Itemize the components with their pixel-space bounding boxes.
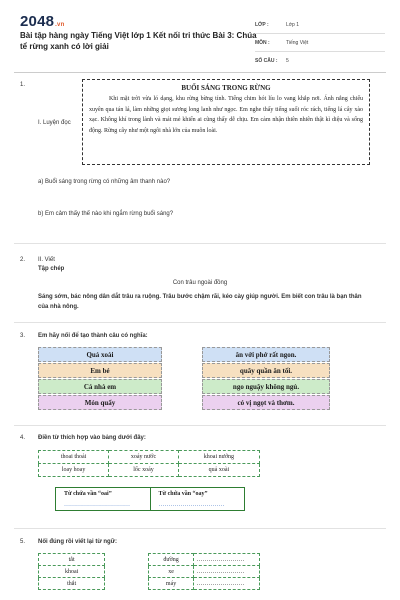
divider	[14, 425, 386, 426]
table-row	[56, 488, 245, 501]
question-prompt: Điền từ thích hợp vào bảng dưới đây:	[38, 435, 146, 441]
table-row	[39, 554, 260, 566]
question-prompt: Em hãy nối để tạo thành câu có nghĩa:	[38, 333, 148, 339]
header-divider	[14, 72, 386, 73]
meta-panel	[255, 16, 385, 69]
answer-oay[interactable]: ……………………………	[158, 502, 225, 508]
passage-title: BUỔI SÁNG TRONG RỪNG	[181, 84, 271, 92]
answer-blank[interactable]: ……………………	[193, 566, 259, 578]
answer-table	[55, 487, 245, 511]
copy-text: Sáng sớm, bác nông dân dắt trâu ra ruộng. Trâu bước chậm rãi, kéo cày giúp người. Em biết con trâu là bạn thân của nhà nông.	[38, 294, 362, 310]
match-left-item[interactable]: Món quẩy	[38, 395, 162, 410]
question-number: 5.	[20, 539, 26, 545]
question-b: b) Em cảm thấy thế nào khi ngắm rừng buổi sáng?	[38, 211, 174, 217]
answer-oai[interactable]: ……………………………	[56, 500, 151, 511]
divider	[14, 322, 386, 323]
subsection-label: Tập chép	[38, 266, 65, 272]
header-oay: Từ chứa vần “oay”	[158, 491, 208, 497]
table-cell: đường	[149, 554, 193, 566]
table-row	[39, 566, 260, 578]
divider	[14, 243, 386, 244]
table-cell: xoáy nước	[109, 451, 179, 464]
passage-text: Khi mặt trời vừa ló dạng, khu rừng bừng tỉnh. Tiếng chim hót líu lo vang khắp nơi. Ánh nắng chiếu xuyên qua tán lá, làm những giọt sương long lanh như ngọc. Em nghe thấy tiếng suối róc rách, tiếng lá cây xào xạc. Không khí trong lành và mát mẻ khiến ai cũng thấy dễ chịu. Em cảm nhận thiên nhiên thật kì diệu và sống động. Rừng cây như một ngôi nhà lớn của muôn loài.	[89, 96, 363, 134]
question-number: 2.	[20, 257, 26, 263]
meta-subject: MÔN : Tiếng Việt	[255, 34, 385, 52]
match-left-item[interactable]: Em bé	[38, 363, 162, 378]
table-cell: tắt	[39, 554, 105, 566]
meta-count: SỐ CÂU : 5	[255, 57, 289, 64]
match-left-item[interactable]: Quả xoài	[38, 347, 162, 362]
header-oai: Từ chứa vần “oai”	[56, 488, 151, 501]
word-table	[38, 450, 260, 477]
table-row	[39, 464, 260, 477]
question-prompt: Nối đúng rồi viết lại từ ngữ:	[38, 539, 118, 545]
section-label: I. Luyện đọc	[38, 120, 71, 126]
match-right-item[interactable]: có vị ngọt và thơm.	[202, 395, 330, 410]
table-cell: loay hoay	[39, 464, 109, 477]
connect-table	[38, 553, 260, 590]
table-cell: thắt	[39, 578, 105, 590]
reading-passage	[82, 79, 370, 165]
table-row	[56, 500, 245, 511]
match-right-item[interactable]: quây quần ăn tối.	[202, 363, 330, 378]
table-row	[39, 451, 260, 464]
answer-blank[interactable]: ……………………	[193, 554, 259, 566]
table-cell: xe	[149, 566, 193, 578]
page-title: Bài tập hàng ngày Tiếng Việt lớp 1 Kết nối tri thức Bài 3: Chúa tể rừng xanh có lời giải	[20, 31, 257, 51]
copy-heading: Con trâu ngoài đồng	[172, 280, 228, 286]
table-cell: quả xoài	[178, 464, 259, 477]
divider	[14, 528, 386, 529]
table-row	[39, 578, 260, 590]
match-left-item[interactable]: Cá nhà em	[38, 379, 162, 394]
table-cell: khoai	[39, 566, 105, 578]
site-logo[interactable]: 2048.vn	[20, 13, 65, 30]
question-a: a) Buổi sáng trong rừng có những âm thanh nào?	[38, 179, 171, 185]
match-right-item[interactable]: ngo nguậy không ngủ.	[202, 379, 330, 394]
question-number: 3.	[20, 333, 26, 339]
match-right-item[interactable]: ăn với phở rất ngon.	[202, 347, 330, 362]
section-label: II. Viết	[38, 257, 55, 263]
table-cell: máy	[149, 578, 193, 590]
question-number: 1.	[20, 82, 26, 88]
answer-blank[interactable]: ……………………	[193, 578, 259, 590]
table-cell: lốc xoáy	[109, 464, 179, 477]
table-cell: khoai nướng	[178, 451, 259, 464]
table-cell: thoai thoải	[39, 451, 109, 464]
question-number: 4.	[20, 435, 26, 441]
meta-class: LỚP : Lớp 1	[255, 16, 385, 34]
